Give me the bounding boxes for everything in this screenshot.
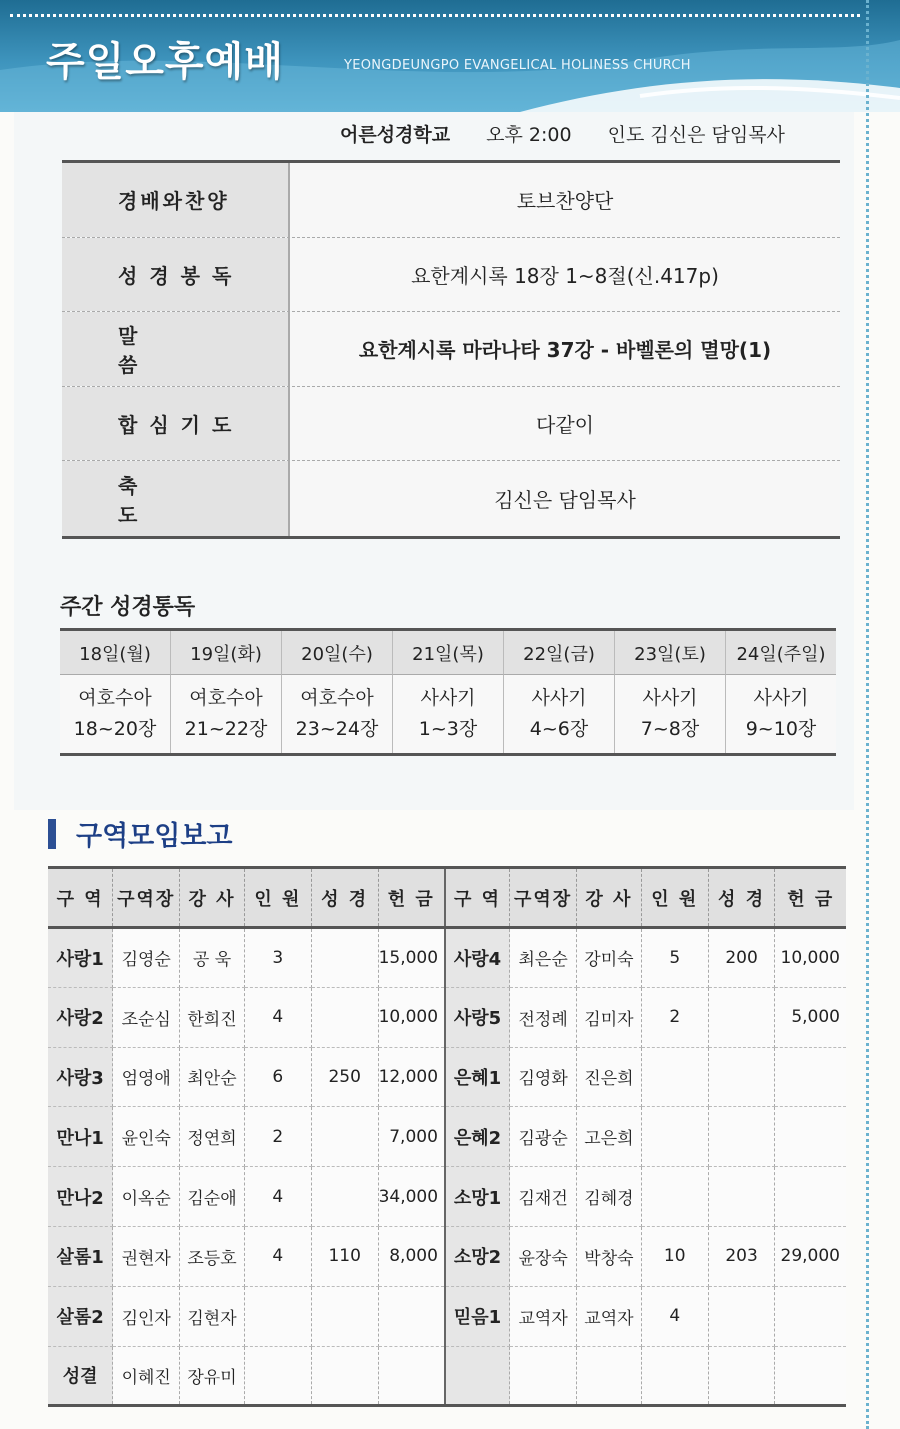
table-cell xyxy=(641,1346,708,1406)
table-cell xyxy=(641,1047,708,1107)
table-cell xyxy=(311,928,378,988)
order-label xyxy=(62,387,290,461)
order-value: 토브찬양단 xyxy=(290,163,840,237)
table-cell: 2 xyxy=(244,1107,311,1167)
weekly-cell xyxy=(615,675,726,753)
table-cell: 윤장숙 xyxy=(510,1226,577,1286)
weekly-chapters: 23~24장 xyxy=(295,718,379,740)
order-row xyxy=(62,312,840,387)
weekly-chapters: 1~3장 xyxy=(418,718,478,740)
table-cell xyxy=(708,987,775,1047)
table-cell: 전정례 xyxy=(510,987,577,1047)
table-cell: 소망2 xyxy=(445,1226,510,1286)
weekly-book: 여호수아 xyxy=(189,687,263,709)
table-cell xyxy=(775,1167,846,1227)
table-row xyxy=(48,1226,846,1286)
table-cell xyxy=(708,1286,775,1346)
table-cell: 조등호 xyxy=(180,1226,245,1286)
weekly-book: 사사기 xyxy=(753,687,809,709)
table-cell: 김재건 xyxy=(510,1167,577,1227)
table-cell xyxy=(244,1346,311,1406)
weekly-cell xyxy=(171,675,282,753)
table-cell: 6 xyxy=(244,1047,311,1107)
weekly-day: 21일(목) xyxy=(393,631,504,675)
table-row xyxy=(48,987,846,1047)
table-cell: 4 xyxy=(244,987,311,1047)
table-cell xyxy=(311,1346,378,1406)
table-cell: 이옥순 xyxy=(113,1167,180,1227)
weekly-day: 23일(토) xyxy=(615,631,726,675)
table-cell: 3 xyxy=(244,928,311,988)
table-row xyxy=(48,1286,846,1346)
table-header-row xyxy=(48,868,846,928)
table-cell: 5,000 xyxy=(775,987,846,1047)
table-cell: 김현자 xyxy=(180,1286,245,1346)
table-cell: 윤인숙 xyxy=(113,1107,180,1167)
table-row xyxy=(48,1167,846,1227)
order-of-service xyxy=(62,160,840,539)
weekly-cell xyxy=(60,675,171,753)
table-cell: 10,000 xyxy=(378,987,445,1047)
table-cell: 믿음1 xyxy=(445,1286,510,1346)
table-cell: 정연희 xyxy=(180,1107,245,1167)
order-label-text: 성경봉독 xyxy=(118,263,244,288)
table-cell: 고은희 xyxy=(577,1107,642,1167)
weekly-reading-table xyxy=(60,628,836,756)
table-cell: 8,000 xyxy=(378,1226,445,1286)
order-label xyxy=(62,238,290,312)
district-report-heading xyxy=(48,814,233,853)
table-cell xyxy=(708,1047,775,1107)
table-cell: 진은희 xyxy=(577,1047,642,1107)
table-cell: 4 xyxy=(244,1167,311,1227)
weekly-day: 24일(주일) xyxy=(726,631,836,675)
table-cell xyxy=(378,1286,445,1346)
table-cell: 사랑2 xyxy=(48,987,113,1047)
order-value: 요한계시록 18장 1~8절(신.417p) xyxy=(290,238,840,312)
order-label xyxy=(62,312,290,386)
school-time: 오후 2:00 xyxy=(486,124,572,146)
weekly-day: 18일(월) xyxy=(60,631,171,675)
table-cell: 강미숙 xyxy=(577,928,642,988)
weekly-book: 사사기 xyxy=(420,687,476,709)
table-cell: 5 xyxy=(641,928,708,988)
table-cell: 12,000 xyxy=(378,1047,445,1107)
table-cell: 장유미 xyxy=(180,1346,245,1406)
table-cell xyxy=(708,1167,775,1227)
table-cell: 한희진 xyxy=(180,987,245,1047)
table-cell: 김인자 xyxy=(113,1286,180,1346)
table-cell xyxy=(775,1107,846,1167)
table-cell: 110 xyxy=(311,1226,378,1286)
table-cell xyxy=(378,1346,445,1406)
table-cell xyxy=(311,1167,378,1227)
weekly-chapters: 7~8장 xyxy=(640,718,700,740)
weekly-chapters: 9~10장 xyxy=(745,718,817,740)
order-row xyxy=(62,238,840,313)
table-cell: 10 xyxy=(641,1226,708,1286)
column-header: 인 원 xyxy=(641,868,708,928)
weekly-book: 사사기 xyxy=(642,687,698,709)
table-cell: 이혜진 xyxy=(113,1346,180,1406)
table-cell: 34,000 xyxy=(378,1167,445,1227)
order-label-text: 축도 xyxy=(118,473,212,527)
table-cell: 김영순 xyxy=(113,928,180,988)
column-header: 구 역 xyxy=(48,868,113,928)
table-cell: 박창숙 xyxy=(577,1226,642,1286)
table-body xyxy=(48,928,846,1406)
table-cell: 김광순 xyxy=(510,1107,577,1167)
table-cell xyxy=(708,1107,775,1167)
table-cell: 교역자 xyxy=(510,1286,577,1346)
school-name: 어른성경학교 xyxy=(340,124,451,146)
column-header: 구역장 xyxy=(113,868,180,928)
header-banner xyxy=(0,0,900,112)
table-cell: 10,000 xyxy=(775,928,846,988)
table-cell: 살롬2 xyxy=(48,1286,113,1346)
table-cell xyxy=(311,1286,378,1346)
table-cell: 만나1 xyxy=(48,1107,113,1167)
table-cell: 교역자 xyxy=(577,1286,642,1346)
table-row xyxy=(48,1047,846,1107)
right-dotted-border xyxy=(866,0,900,1429)
table-cell: 사랑5 xyxy=(445,987,510,1047)
table-cell xyxy=(775,1047,846,1107)
table-cell: 200 xyxy=(708,928,775,988)
order-label-text: 말씀 xyxy=(118,323,212,377)
table-cell xyxy=(244,1286,311,1346)
weekly-book: 여호수아 xyxy=(78,687,152,709)
table-cell: 은혜2 xyxy=(445,1107,510,1167)
table-cell xyxy=(445,1346,510,1406)
column-header: 강 사 xyxy=(577,868,642,928)
column-header: 강 사 xyxy=(180,868,245,928)
weekly-day: 20일(수) xyxy=(282,631,393,675)
adult-bible-school-line xyxy=(340,120,815,147)
order-label-text: 합심기도 xyxy=(118,413,244,438)
dotted-border xyxy=(10,14,860,17)
table-cell xyxy=(775,1346,846,1406)
table-cell: 엄영애 xyxy=(113,1047,180,1107)
order-label-text: 경배와찬양 xyxy=(118,189,230,214)
table-cell: 조순심 xyxy=(113,987,180,1047)
table-cell: 15,000 xyxy=(378,928,445,988)
weekly-reading-title: 주간 성경통독 xyxy=(60,595,196,620)
table-row xyxy=(48,928,846,988)
column-header: 인 원 xyxy=(244,868,311,928)
weekly-day: 19일(화) xyxy=(171,631,282,675)
table-cell xyxy=(775,1286,846,1346)
weekly-chapters: 4~6장 xyxy=(529,718,589,740)
order-value: 요한계시록 마라나타 37강 - 바벨론의 멸망(1) xyxy=(290,312,840,386)
weekly-header-row xyxy=(60,631,836,675)
table-cell: 은혜1 xyxy=(445,1047,510,1107)
weekly-chapters: 21~22장 xyxy=(184,718,268,740)
column-header: 성 경 xyxy=(311,868,378,928)
table-cell: 최안순 xyxy=(180,1047,245,1107)
order-label xyxy=(62,163,290,237)
weekly-book: 여호수아 xyxy=(300,687,374,709)
table-cell xyxy=(510,1346,577,1406)
table-cell: 김순애 xyxy=(180,1167,245,1227)
table-cell xyxy=(641,1167,708,1227)
weekly-cell xyxy=(504,675,615,753)
weekly-cell xyxy=(726,675,836,753)
weekly-chapters: 18~20장 xyxy=(73,718,157,740)
table-cell: 김영화 xyxy=(510,1047,577,1107)
table-cell: 살롬1 xyxy=(48,1226,113,1286)
table-cell: 소망1 xyxy=(445,1167,510,1227)
order-value: 다같이 xyxy=(290,387,840,461)
service-title: 주일오후예배 xyxy=(46,39,284,85)
order-label xyxy=(62,461,290,536)
column-header: 성 경 xyxy=(708,868,775,928)
table-cell: 권현자 xyxy=(113,1226,180,1286)
table-cell xyxy=(641,1107,708,1167)
district-report-title: 구역모임보고 xyxy=(76,821,233,852)
column-header: 구역장 xyxy=(510,868,577,928)
table-cell: 사랑3 xyxy=(48,1047,113,1107)
table-cell xyxy=(311,1107,378,1167)
weekly-book: 사사기 xyxy=(531,687,587,709)
column-header: 헌 금 xyxy=(378,868,445,928)
column-header: 헌 금 xyxy=(775,868,846,928)
weekly-cell xyxy=(393,675,504,753)
table-cell xyxy=(311,987,378,1047)
table-cell: 만나2 xyxy=(48,1167,113,1227)
table-cell: 김미자 xyxy=(577,987,642,1047)
table-cell: 4 xyxy=(244,1226,311,1286)
order-row xyxy=(62,163,840,238)
table-cell: 공 욱 xyxy=(180,928,245,988)
order-row xyxy=(62,461,840,536)
table-cell: 7,000 xyxy=(378,1107,445,1167)
heading-bar-icon xyxy=(48,819,56,849)
table-cell: 250 xyxy=(311,1047,378,1107)
weekly-cell xyxy=(282,675,393,753)
table-cell: 김혜경 xyxy=(577,1167,642,1227)
table-cell: 성결 xyxy=(48,1346,113,1406)
table-cell: 최은순 xyxy=(510,928,577,988)
table-cell: 사랑1 xyxy=(48,928,113,988)
order-value: 김신은 담임목사 xyxy=(290,461,840,536)
table-cell: 4 xyxy=(641,1286,708,1346)
weekly-day: 22일(금) xyxy=(504,631,615,675)
weekly-body-row xyxy=(60,675,836,753)
table-cell: 203 xyxy=(708,1226,775,1286)
church-name: YEONGDEUNGPO EVANGELICAL HOLINESS CHURCH xyxy=(344,58,691,73)
school-leader: 인도 김신은 담임목사 xyxy=(607,124,785,146)
table-row xyxy=(48,1346,846,1406)
table-cell: 2 xyxy=(641,987,708,1047)
column-header: 구 역 xyxy=(445,868,510,928)
table-row xyxy=(48,1107,846,1167)
district-report-table xyxy=(48,866,846,1407)
table-cell: 29,000 xyxy=(775,1226,846,1286)
table-cell xyxy=(577,1346,642,1406)
table-cell: 사랑4 xyxy=(445,928,510,988)
table-cell xyxy=(708,1346,775,1406)
order-row xyxy=(62,387,840,462)
